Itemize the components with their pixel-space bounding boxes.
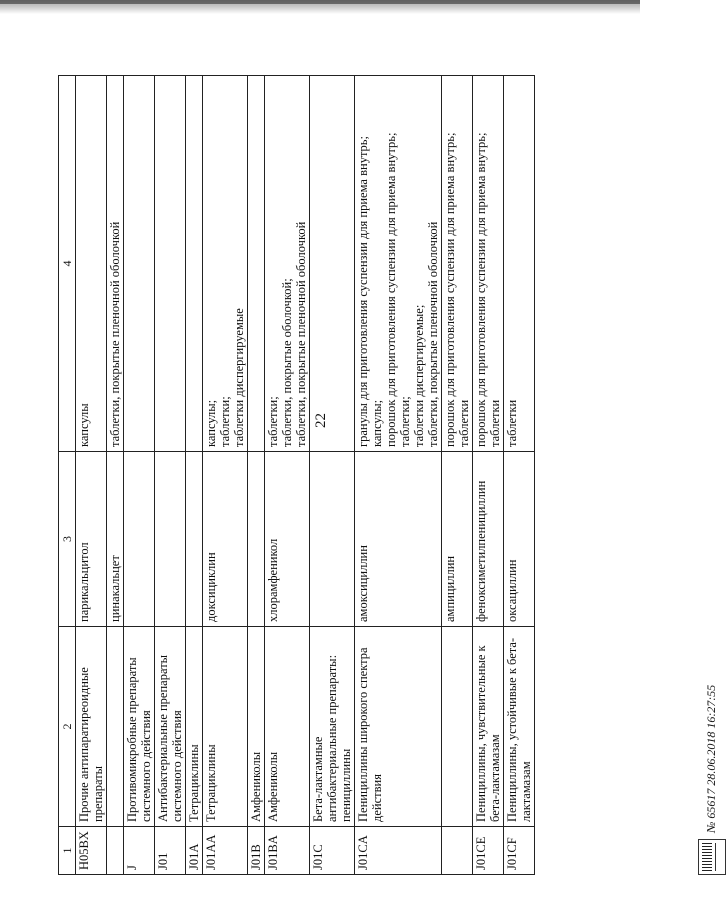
- drug-table: [58, 75, 535, 875]
- cell-dosage-form: [124, 76, 155, 452]
- cell-atc-code: J01: [155, 827, 186, 875]
- cell-group-name: Амфениколы: [248, 627, 265, 827]
- cell-group-name: Пенициллины, устойчивые к бета-лактамазам: [504, 627, 535, 827]
- table-row: [504, 76, 535, 875]
- scan-edge-line: [0, 0, 640, 4]
- cell-atc-code: J01C: [310, 827, 355, 875]
- header-col-1: 1: [59, 827, 76, 875]
- cell-atc-code: J01CA: [355, 827, 442, 875]
- cell-group-name: [442, 627, 473, 827]
- cell-atc-code: J01BA: [265, 827, 310, 875]
- cell-dosage-form: [248, 76, 265, 452]
- table-row: [473, 76, 504, 875]
- header-col-3: 3: [59, 452, 76, 627]
- table-row: [155, 76, 186, 875]
- header-col-2: 2: [59, 627, 76, 827]
- table-row: [76, 76, 107, 875]
- cell-dosage-form: таблетки; таблетки, покрытые оболочкой; таблетки, покрытые пленочной оболочкой: [265, 76, 310, 452]
- cell-dosage-form: капсулы: [76, 76, 107, 452]
- cell-drug-name: доксициклин: [203, 452, 248, 627]
- table-header-row: [59, 76, 76, 875]
- table-row: [442, 76, 473, 875]
- cell-dosage-form: гранулы для приготовления суспензии для приема внутрь; капсулы; порошок для приготовления суспензии для приема внутрь; таблетки; таблетки диспергируемые; таблетки, покрытые пленочной оболочкой: [355, 76, 442, 452]
- cell-drug-name: цинакальцет: [107, 452, 124, 627]
- cell-drug-name: оксациллин: [504, 452, 535, 627]
- document-stamp: [698, 684, 724, 875]
- document-registration: № 65617 28.06.2018 16:27:55: [704, 684, 718, 833]
- cell-group-name: [107, 627, 124, 827]
- cell-atc-code: H05BX: [76, 827, 107, 875]
- barcode-logo: [698, 839, 726, 875]
- cell-drug-name: хлорамфеникол: [265, 452, 310, 627]
- table-row: [355, 76, 442, 875]
- cell-dosage-form: [310, 76, 355, 452]
- table-row: [186, 76, 203, 875]
- table-row: [265, 76, 310, 875]
- cell-atc-code: J01B: [248, 827, 265, 875]
- table-body: [76, 76, 535, 875]
- cell-group-name: Тетрациклины: [186, 627, 203, 827]
- cell-group-name: Прочие антипаратиреоидные препараты: [76, 627, 107, 827]
- table-row: [310, 76, 355, 875]
- cell-dosage-form: порошок для приготовления суспензии для приема внутрь; таблетки: [473, 76, 504, 452]
- cell-dosage-form: [155, 76, 186, 452]
- header-col-4: 4: [59, 76, 76, 452]
- cell-drug-name: [155, 452, 186, 627]
- cell-drug-name: [310, 452, 355, 627]
- cell-group-name: Противомикробные препараты системного действия: [124, 627, 155, 827]
- table-row: [124, 76, 155, 875]
- page-number: 22: [313, 413, 329, 428]
- rotated-page-content: [58, 75, 718, 875]
- table-row: [107, 76, 124, 875]
- cell-atc-code: [107, 827, 124, 875]
- cell-drug-name: парикальцитол: [76, 452, 107, 627]
- cell-atc-code: J01CF: [504, 827, 535, 875]
- cell-atc-code: J01AA: [203, 827, 248, 875]
- cell-atc-code: J01CE: [473, 827, 504, 875]
- cell-group-name: Тетрациклины: [203, 627, 248, 827]
- cell-group-name: Бета-лактамные антибактериальные препараты: пенициллины: [310, 627, 355, 827]
- cell-atc-code: J01A: [186, 827, 203, 875]
- cell-drug-name: ампициллин: [442, 452, 473, 627]
- cell-drug-name: феноксиметилпенициллин: [473, 452, 504, 627]
- cell-drug-name: [186, 452, 203, 627]
- cell-group-name: Амфениколы: [265, 627, 310, 827]
- cell-dosage-form: порошок для приготовления суспензии для приема внутрь; таблетки: [442, 76, 473, 452]
- table-row: [248, 76, 265, 875]
- cell-dosage-form: таблетки: [504, 76, 535, 452]
- table-row: [203, 76, 248, 875]
- cell-drug-name: [124, 452, 155, 627]
- cell-dosage-form: капсулы; таблетки; таблетки диспергируемые: [203, 76, 248, 452]
- cell-atc-code: [442, 827, 473, 875]
- cell-drug-name: [248, 452, 265, 627]
- cell-dosage-form: [186, 76, 203, 452]
- cell-atc-code: J: [124, 827, 155, 875]
- cell-group-name: Антибактериальные препараты системного действия: [155, 627, 186, 827]
- cell-drug-name: амоксициллин: [355, 452, 442, 627]
- cell-group-name: Пенициллины, чувствительные к бета-лактамазам: [473, 627, 504, 827]
- cell-dosage-form: таблетки, покрытые пленочной оболочкой: [107, 76, 124, 452]
- cell-group-name: Пенициллины широкого спектра действия: [355, 627, 442, 827]
